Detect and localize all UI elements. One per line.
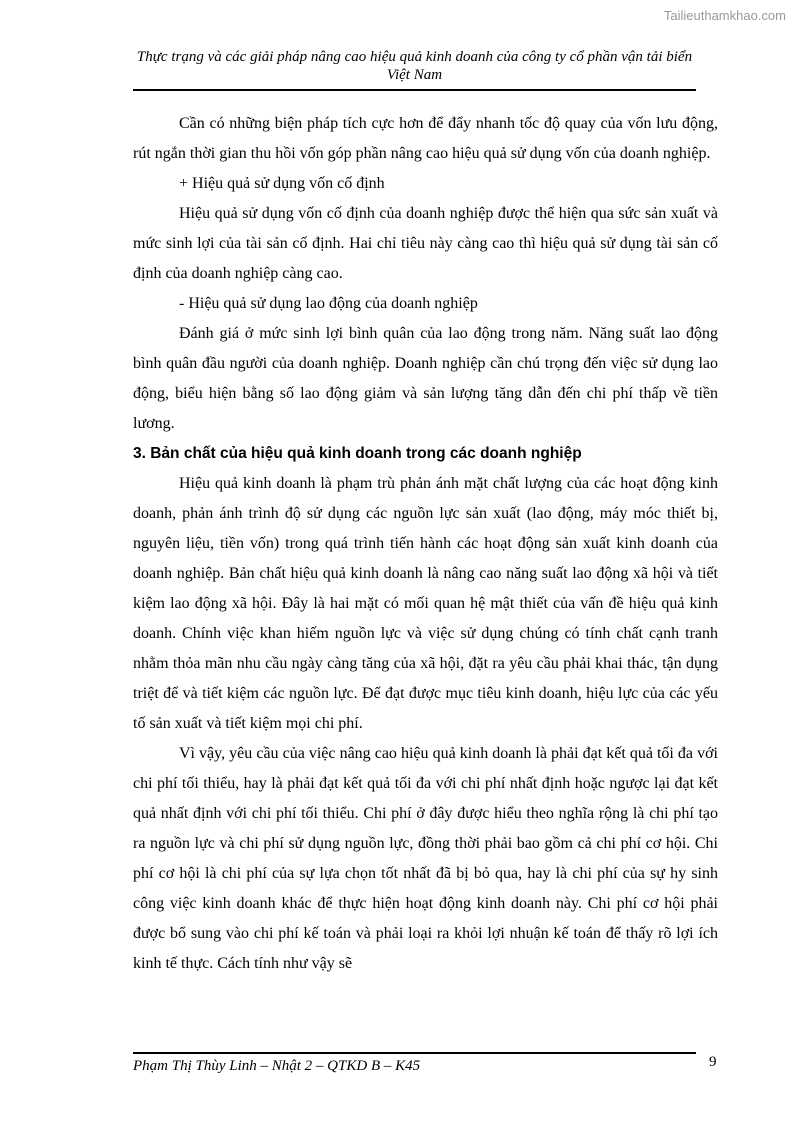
paragraph-nature: Hiệu quả kinh doanh là phạm trù phản ánh mặt chất lượng của các hoạt động kinh doanh, phản ánh trình độ sử dụng các nguồn lực sản xuất (lao động, máy móc thiết bị, nguyên liệu, tiền vốn) trong quá trình tiến hành các hoạt động sản xuất kinh doanh của doanh nghiệp. Bản chất hiệu quả kinh doanh là nâng cao năng suất lao động xã hội và tiết kiệm lao động xã hội. Đây là hai mặt có mối quan hệ mật thiết của vấn đề hiệu quả kinh doanh. Chính việc khan hiếm nguồn lực và việc sử dụng chúng có tính chất cạnh tranh nhằm thỏa mãn nhu cầu ngày càng tăng của xã hội, đặt ra yêu cầu phải khai thác, tận dụng triệt để và tiết kiệm các nguồn lực. Để đạt được mục tiêu kinh doanh, hiệu lực của các yếu tố sản xuất và tiết kiệm mọi chi phí. [133, 475, 718, 732]
footer-author: Phạm Thị Thùy Linh – Nhật 2 – QTKD B – K45 [133, 1058, 421, 1074]
page-body [133, 109, 718, 979]
page-number: 9 [709, 1054, 717, 1070]
watermark: Tailieuthamkhao.com [663, 8, 786, 23]
subheading-fixed-capital: + Hiệu quả sử dụng vốn cố định [179, 175, 385, 192]
section-heading: 3. Bản chất của hiệu quả kinh doanh trong các doanh nghiệp [133, 445, 582, 462]
paragraph-requirements: Vì vậy, yêu cầu của việc nâng cao hiệu quả kinh doanh là phải đạt kết quả tối đa với chi phí tối thiểu, hay là phải đạt kết quả tối đa với chi phí nhất định hoặc ngược lại đạt kết quả nhất định với chi phí tối thiểu. Chi phí ở đây được hiểu theo nghĩa rộng là chi phí tạo ra nguồn lực và chi phí sử dụng nguồn lực, đồng thời phải bao gồm cả chi phí cơ hội. Chi phí cơ hội là chi phí của sự lựa chọn tốt nhất đã bị bỏ qua, hay là chi phí của sự hy sinh công việc kinh doanh khác để thực hiện hoạt động kinh doanh này. Chi phí cơ hội phải được bổ sung vào chi phí kế toán và phải loại ra khỏi lợi nhuận kế toán để thấy rõ lợi ích kinh tế thực. Cách tính như vậy sẽ [133, 745, 718, 972]
subheading-labor: - Hiệu quả sử dụng lao động của doanh nghiệp [179, 295, 478, 312]
paragraph-fixed-capital: Hiệu quả sử dụng vốn cố định của doanh nghiệp được thể hiện qua sức sản xuất và mức sinh lợi của tài sản cố định. Hai chỉ tiêu này càng cao thì hiệu quả sử dụng tài sản cố định của doanh nghiệp càng cao. [133, 205, 718, 282]
running-header: Thực trạng và các giải pháp nâng cao hiệu quả kinh doanh của công ty cổ phần vận tải biển Việt Nam [136, 49, 693, 83]
footer-rule [133, 1052, 696, 1054]
paragraph-working-capital: Cần có những biện pháp tích cực hơn để đẩy nhanh tốc độ quay của vốn lưu động, rút ngắn thời gian thu hồi vốn góp phần nâng cao hiệu quả sử dụng vốn của doanh nghiệp. [133, 115, 718, 162]
header-rule [133, 89, 696, 91]
paragraph-labor: Đánh giá ở mức sinh lợi bình quân của lao động trong năm. Năng suất lao động bình quân đầu người của doanh nghiệp. Doanh nghiệp cần chú trọng đến việc sử dụng lao động, biểu hiện bằng số lao động giảm và sản lượng tăng dẫn đến chi phí thấp về tiền lương. [133, 325, 718, 432]
